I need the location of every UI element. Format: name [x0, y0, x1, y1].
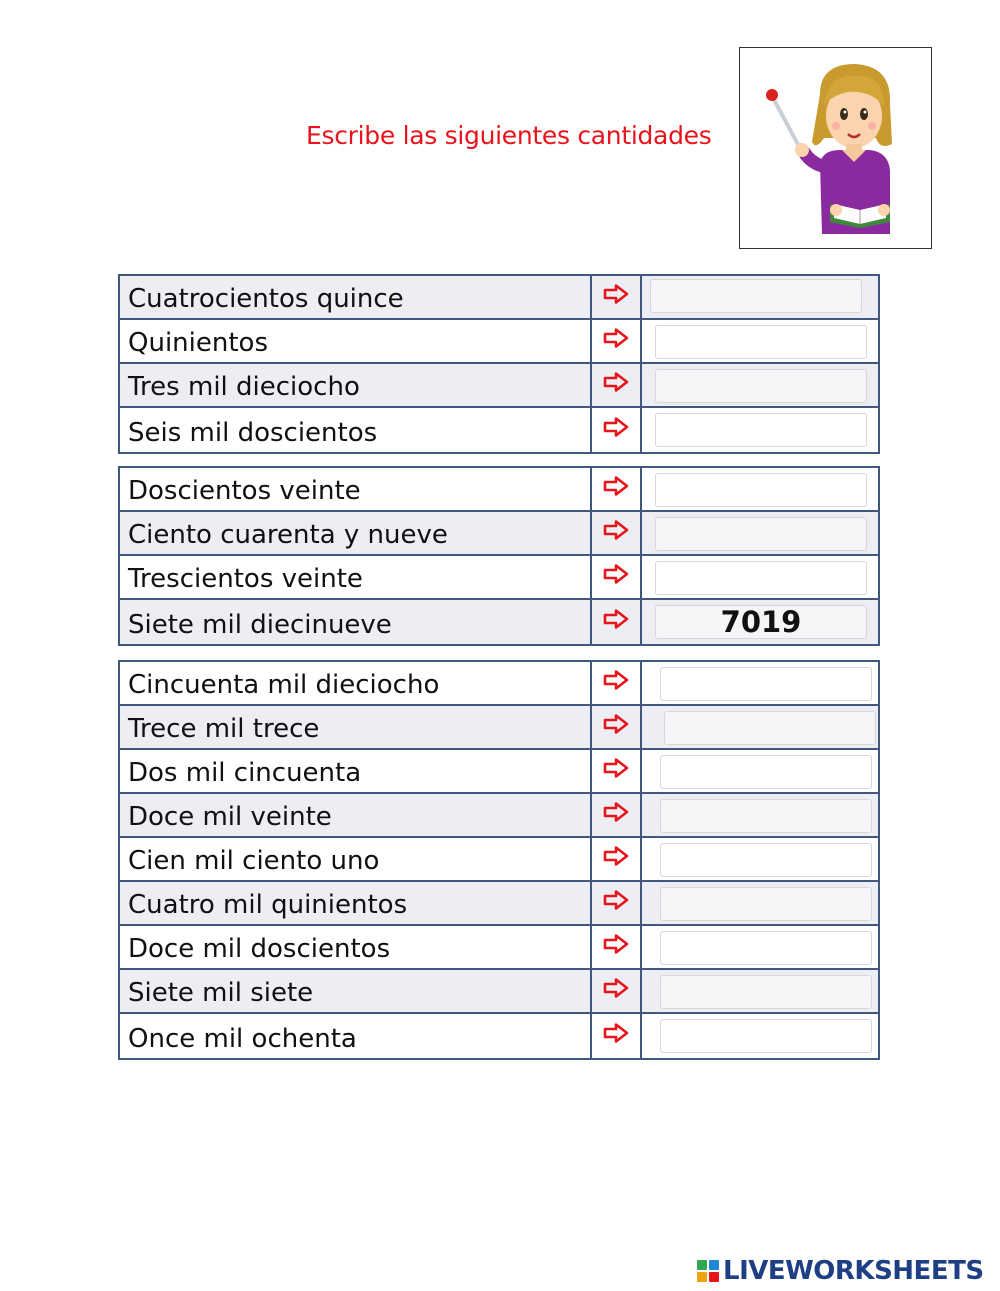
answer-input[interactable] [655, 517, 867, 551]
right-arrow-icon [603, 328, 629, 348]
number-words: Cuatrocientos quince [120, 276, 592, 318]
number-words: Doce mil veinte [120, 794, 592, 836]
number-words: Trescientos veinte [120, 556, 592, 598]
answer-input[interactable] [660, 755, 872, 789]
table-row [120, 512, 878, 556]
number-table-group-3 [118, 660, 880, 1060]
right-arrow-icon [603, 284, 629, 304]
right-arrow-icon [603, 476, 629, 496]
liveworksheets-cubes-icon [697, 1260, 719, 1282]
answer-input[interactable] [655, 473, 867, 507]
number-words: Ciento cuarenta y nueve [120, 512, 592, 554]
right-arrow-icon [603, 609, 629, 629]
right-arrow-icon [603, 670, 629, 690]
right-arrow-icon [603, 802, 629, 822]
number-words: Seis mil doscientos [120, 408, 592, 452]
answer-input[interactable] [660, 931, 872, 965]
answer-input[interactable] [655, 561, 867, 595]
right-arrow-icon [603, 934, 629, 954]
number-words: Siete mil siete [120, 970, 592, 1012]
right-arrow-icon [603, 758, 629, 778]
table-row [120, 926, 878, 970]
table-row [120, 794, 878, 838]
table-row [120, 556, 878, 600]
right-arrow-icon [603, 890, 629, 910]
table-row [120, 1014, 878, 1058]
table-row [120, 970, 878, 1014]
worksheet-title: Escribe las siguientes cantidades [306, 121, 712, 150]
number-words: Cuatro mil quinientos [120, 882, 592, 924]
number-words: Quinientos [120, 320, 592, 362]
liveworksheets-logo[interactable] [697, 1256, 984, 1286]
table-row [120, 364, 878, 408]
answer-input[interactable] [660, 843, 872, 877]
number-words: Trece mil trece [120, 706, 592, 748]
teacher-with-pointer-illustration [750, 54, 922, 244]
table-row [120, 320, 878, 364]
table-row [120, 600, 878, 644]
table-row [120, 706, 878, 750]
answer-input[interactable] [650, 279, 862, 313]
logo-text: LIVEWORKSHEETS [723, 1256, 984, 1286]
answer-input[interactable] [655, 369, 867, 403]
table-row [120, 838, 878, 882]
teacher-illustration-frame [739, 47, 932, 249]
number-table-group-1 [118, 274, 880, 454]
right-arrow-icon [603, 520, 629, 540]
number-words: Doce mil doscientos [120, 926, 592, 968]
right-arrow-icon [603, 1023, 629, 1043]
number-words: Tres mil dieciocho [120, 364, 592, 406]
right-arrow-icon [603, 372, 629, 392]
answer-input[interactable] [655, 325, 867, 359]
number-words: Dos mil cincuenta [120, 750, 592, 792]
right-arrow-icon [603, 417, 629, 437]
table-row [120, 468, 878, 512]
right-arrow-icon [603, 564, 629, 584]
right-arrow-icon [603, 846, 629, 866]
answer-input[interactable] [655, 605, 867, 639]
table-row [120, 276, 878, 320]
table-row [120, 750, 878, 794]
answer-input[interactable] [660, 1019, 872, 1053]
answer-input[interactable] [660, 887, 872, 921]
table-row [120, 408, 878, 452]
number-words: Siete mil diecinueve [120, 600, 592, 644]
number-words: Doscientos veinte [120, 468, 592, 510]
number-table-group-2 [118, 466, 880, 646]
table-row [120, 662, 878, 706]
answer-input[interactable] [660, 799, 872, 833]
right-arrow-icon [603, 714, 629, 734]
right-arrow-icon [603, 978, 629, 998]
answer-input[interactable] [660, 975, 872, 1009]
answer-input[interactable] [655, 413, 867, 447]
number-words: Cien mil ciento uno [120, 838, 592, 880]
number-words: Once mil ochenta [120, 1014, 592, 1058]
answer-input[interactable] [664, 711, 876, 745]
answer-input[interactable] [660, 667, 872, 701]
table-row [120, 882, 878, 926]
number-words: Cincuenta mil dieciocho [120, 662, 592, 704]
